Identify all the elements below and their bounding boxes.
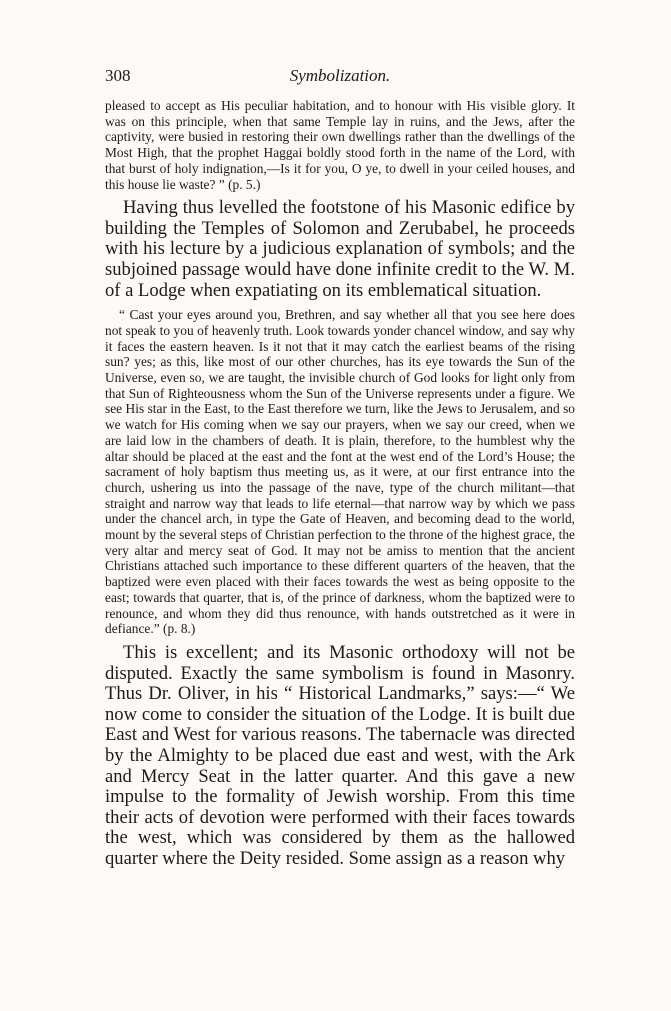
- page-number: 308: [105, 66, 131, 85]
- page-header: [105, 66, 575, 90]
- page-body: [105, 98, 575, 869]
- body-paragraph-excellent: This is excellent; and its Masonic orthodoxy will not be disputed. Exactly the same symbolism is found in Masonry. Thus Dr. Oliver, in his “ Historical Landmarks,” says:—“ We now come to consider the situation of the Lodge. It is built due East and West for various reasons. The tabernacle was directed by the Almighty to be placed due east and west, with the Ark and Mercy Seat in the latter quarter. And this gave a new impulse to the formality of Jewish worship. From this time their acts of devotion were performed with their faces towards the west, which was considered by them as the hallowed quarter where the Deity resided. Some assign as a reason why: [105, 641, 575, 869]
- quoted-paragraph-eyes-around: “ Cast your eyes around you, Brethren, and say whether all that you see here does not speak to you of heavenly truth. Look towards yonder chancel window, and say why it faces the eastern heaven. Is it not that it may catch the earliest beams of the rising sun? yes; as this, like most of our other churches, has its eye towards the Sun of the Universe, even so, we are taught, the invisible church of God looks for light only from that Sun of Righteousness whom the Sun of the Universe represents under a figure. We see His star in the East, to the East therefore we turn, like the Jews to Jerusalem, and so we watch for His coming when we say our prayers, when we say our creed, when we are laid low in the chambers of death. It is plain, therefore, to the humblest why the altar should be placed at the east and the font at the west end of the Lord’s House; the sacrament of holy baptism thus meeting us, as it were, at our first entrance into the church, ushering us into the passage of the nave, type of the church militant—that straight and narrow way that leads to life eternal—that narrow way by which we pass under the chancel arch, in type the Gate of Heaven, and becoming dead to the world, mount by the several steps of Christian perfection to the throne of the highest grace, the very altar and mercy seat of God. It may not be amiss to mention that the ancient Christians attached such importance to these different quarters of the heaven, that the baptized were even placed with their faces towards the west as being opposite to the east; towards that quarter, that is, of the prince of darkness, whom the baptized were to renounce, and whom they did thus renounce, with hands outstretched as it were in defiance.” (p. 8.): [105, 307, 575, 637]
- body-paragraph-masonic-edifice: Having thus levelled the footstone of his Masonic edifice by building the Temples of Solomon and Zerubabel, he proceeds with his lecture by a judicious explanation of symbols; and the subjoined passage would have done infinite credit to the W. M. of a Lodge when expatiating on its emblematical situation.: [105, 197, 575, 301]
- quoted-paragraph-continuation: pleased to accept as His peculiar habitation, and to honour with His visible glory. It was on this principle, when that same Temple lay in ruins, and the Jews, after the captivity, were busied in restoring their own dwellings rather than the dwellings of the Most High, that the prophet Haggai boldly stood forth in the name of the Lord, with that burst of holy indignation,—Is it for you, O ye, to dwell in your ceiled houses, and this house lie waste? ” (p. 5.): [105, 98, 575, 192]
- running-title: Symbolization.: [289, 66, 391, 85]
